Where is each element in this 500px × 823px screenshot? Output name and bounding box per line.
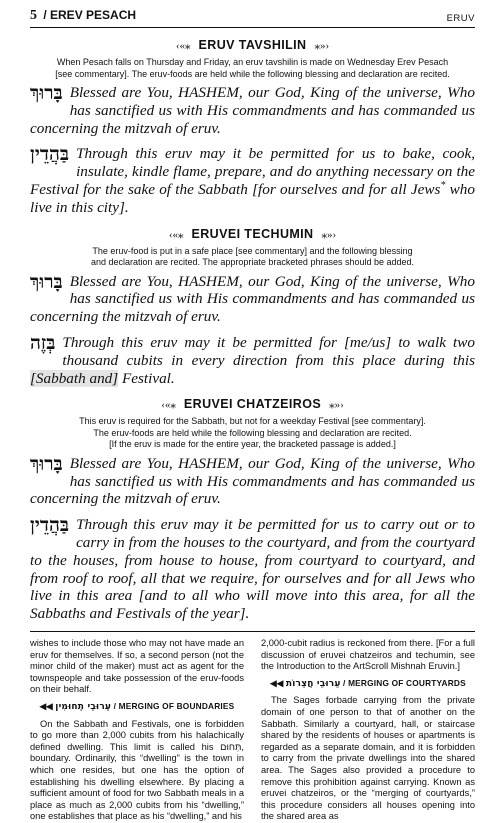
instruction-line: This eruv is required for the Sabbath, but not for a weekday Festival [see commentary]. <box>79 416 426 427</box>
commentary-subhead <box>261 678 475 691</box>
blessing <box>30 84 475 137</box>
instruction <box>30 57 475 80</box>
instruction <box>30 416 475 451</box>
commentary-column-right <box>261 638 475 823</box>
commentary-paragraph: On the Sabbath and Festivals, one is forbidden to go more than 2,000 cubits from his halachically defined dwelling. This limit is called his תְּחוּם, boundary. Ordinarily, this “dwelling” is the town in which one resides, but one has the option of establishing his dwelling elsewhere. By placing a sufficient amount of food for two Sabbath meals in a place as much as 2,000 cubits from his “dwelling,” one establishes that place as his “dwelling,” and his <box>30 718 244 822</box>
section-name-right: ERUV <box>446 13 475 24</box>
ornament-left-icon: ‹«⁎ <box>161 399 176 412</box>
declaration-text: Through this eruv may it be permitted for us to carry out or to carry in from the houses to the courtyard, and from the courtyard to the houses, from house to house, from courtyard to courtyard, and from roof to roof, all that we require, for ourselves and for all Jews who live in this area [and to all who will move into this area, for all the Sabbaths and Festivals of the year]. <box>30 516 475 623</box>
subhead-hebrew: עֵרוּבֵי חֲצֵרוֹת <box>285 678 341 689</box>
commentary <box>30 638 475 823</box>
hebrew-opening-word: בָּרוּךְ <box>30 82 63 104</box>
declaration-text: Through this eruv may it be permitted for us to bake, cook, insulate, kindle flame, prepare, and do anything necessary on the Festival for the sake of the Sabbath [for ourselves and for all Jews <box>30 145 475 198</box>
ornament-right-icon: ⁎»› <box>314 40 330 52</box>
section-title-eruvei-techumin <box>30 225 475 243</box>
section-name-left: EREV PESACH <box>50 8 137 22</box>
ornament-left-icon: ‹«⁎ <box>175 40 191 52</box>
running-head <box>30 8 475 28</box>
subhead-separator: / <box>340 677 349 688</box>
instruction-line: and declaration are recited. The appropriate bracketed phrases should be added. <box>90 257 415 268</box>
section-title: ERUVEI TECHUMIN <box>191 226 314 241</box>
commentary-paragraph: wishes to include those who may not have made an eruv for themselves. If so, a second person (not the minor child of the maker) must act as agent for the townspeople and take possession of the eruv-foods on their behalf. <box>30 638 244 695</box>
subhead-ornament-icon: ◀◀ <box>270 677 284 688</box>
instruction-line: When Pesach falls on Thursday and Friday, an eruv tavshilin is made on Wednesday Erev Pesach <box>56 57 449 67</box>
declaration-text-end: Festival. <box>118 369 175 387</box>
subhead-hebrew: עֵרוּבֵי תְחוּמִין <box>55 702 112 712</box>
hebrew-opening-word: בַּהֲדֵין <box>30 514 70 537</box>
footnote-marker: * <box>440 179 446 191</box>
section-title-eruv-tavshilin <box>30 36 475 54</box>
commentary-paragraph: 2,000-cubit radius is reckoned from there. [For a full discussion of eruvei chatzeiros and techumin, see the Introduction to the ArtScroll Mishnah Eruvin.] <box>261 638 475 672</box>
commentary-column-left <box>30 638 244 823</box>
instruction-line: The eruv-foods are held while the following blessing and declaration are recited. <box>93 427 412 438</box>
blessing <box>30 270 475 326</box>
ornament-right-icon: ⁎»› <box>329 399 344 412</box>
hebrew-opening-word: בָּרוּךְ <box>30 452 63 475</box>
declaration <box>30 331 475 387</box>
instruction-line: The eruv-food is put in a safe place [see commentary] and the following blessing <box>92 245 413 256</box>
hebrew-opening-word: בַּהֲדֵין <box>30 143 70 166</box>
declaration <box>30 145 475 216</box>
blessing <box>30 452 475 508</box>
instruction-line: [see commentary]. The eruv-foods are held while the following blessing and declaration are recited. <box>55 68 450 79</box>
commentary-subhead <box>30 701 244 714</box>
section-title: ERUV TAVSHILIN <box>198 38 307 52</box>
section-title: ERUVEI CHATZEIROS <box>183 397 322 412</box>
running-head-left <box>30 8 136 24</box>
subhead-ornament-icon: ◀◀ <box>39 701 53 711</box>
commentary-paragraph: The Sages forbade carrying from the private domain of one person to that of another on the Sabbath. Similarly a courtyard, hall, or staircase shared by the residents of houses or apartments is regarded as a separate domain, and it is forbidden to carry from the private dwellings into the shared area. The Sages also provided a procedure to remove this prohibition against carrying. Known as eruvei chatzeiros, or the “merging of courtyards,” this procedure considers all houses opening into the shared area as <box>261 695 475 822</box>
instruction <box>30 246 475 269</box>
subhead-english: MERGING OF COURTYARDS <box>348 677 466 688</box>
subhead-english: MERGING OF BOUNDARIES <box>118 701 235 711</box>
divider <box>30 631 475 632</box>
ornament-left-icon: ‹«⁎ <box>168 228 184 241</box>
hebrew-opening-word: בְּזֶה <box>30 331 56 354</box>
ornament-right-icon: ⁎»› <box>321 228 337 241</box>
page-number: 5 <box>30 8 37 23</box>
running-head-separator: / <box>40 8 51 22</box>
blessing-text: Blessed are You, HASHEM, our God, King of the universe, Who has sanctified us with His commandments and has commanded us concerning the mitzvah of eruv. <box>30 84 475 137</box>
page <box>30 8 475 823</box>
blessing-text: Blessed are You, HASHEM, our God, King of the universe, Who has sanctified us with His commandments and has commanded us concerning the mitzvah of eruv. <box>30 454 475 508</box>
highlighted-bracket-phrase[interactable]: [Sabbath and] <box>30 369 119 387</box>
hebrew-opening-word: בָּרוּךְ <box>30 270 63 293</box>
section-title-eruvei-chatzeiros <box>30 395 475 413</box>
declaration <box>30 516 475 623</box>
declaration-text-end: who live in this city]. <box>30 180 475 216</box>
blessing-text: Blessed are You, HASHEM, our God, King of the universe, Who has sanctified us with His commandments and has commanded us concerning the mitzvah of eruv. <box>30 272 475 326</box>
declaration-text: Through this eruv may it be permitted for [me/us] to walk two thousand cubits in every direction from this place during this <box>62 333 475 369</box>
subhead-separator: / <box>111 701 119 711</box>
instruction-line: [If the eruv is made for the entire year, the bracketed passage is added.] <box>109 439 396 450</box>
